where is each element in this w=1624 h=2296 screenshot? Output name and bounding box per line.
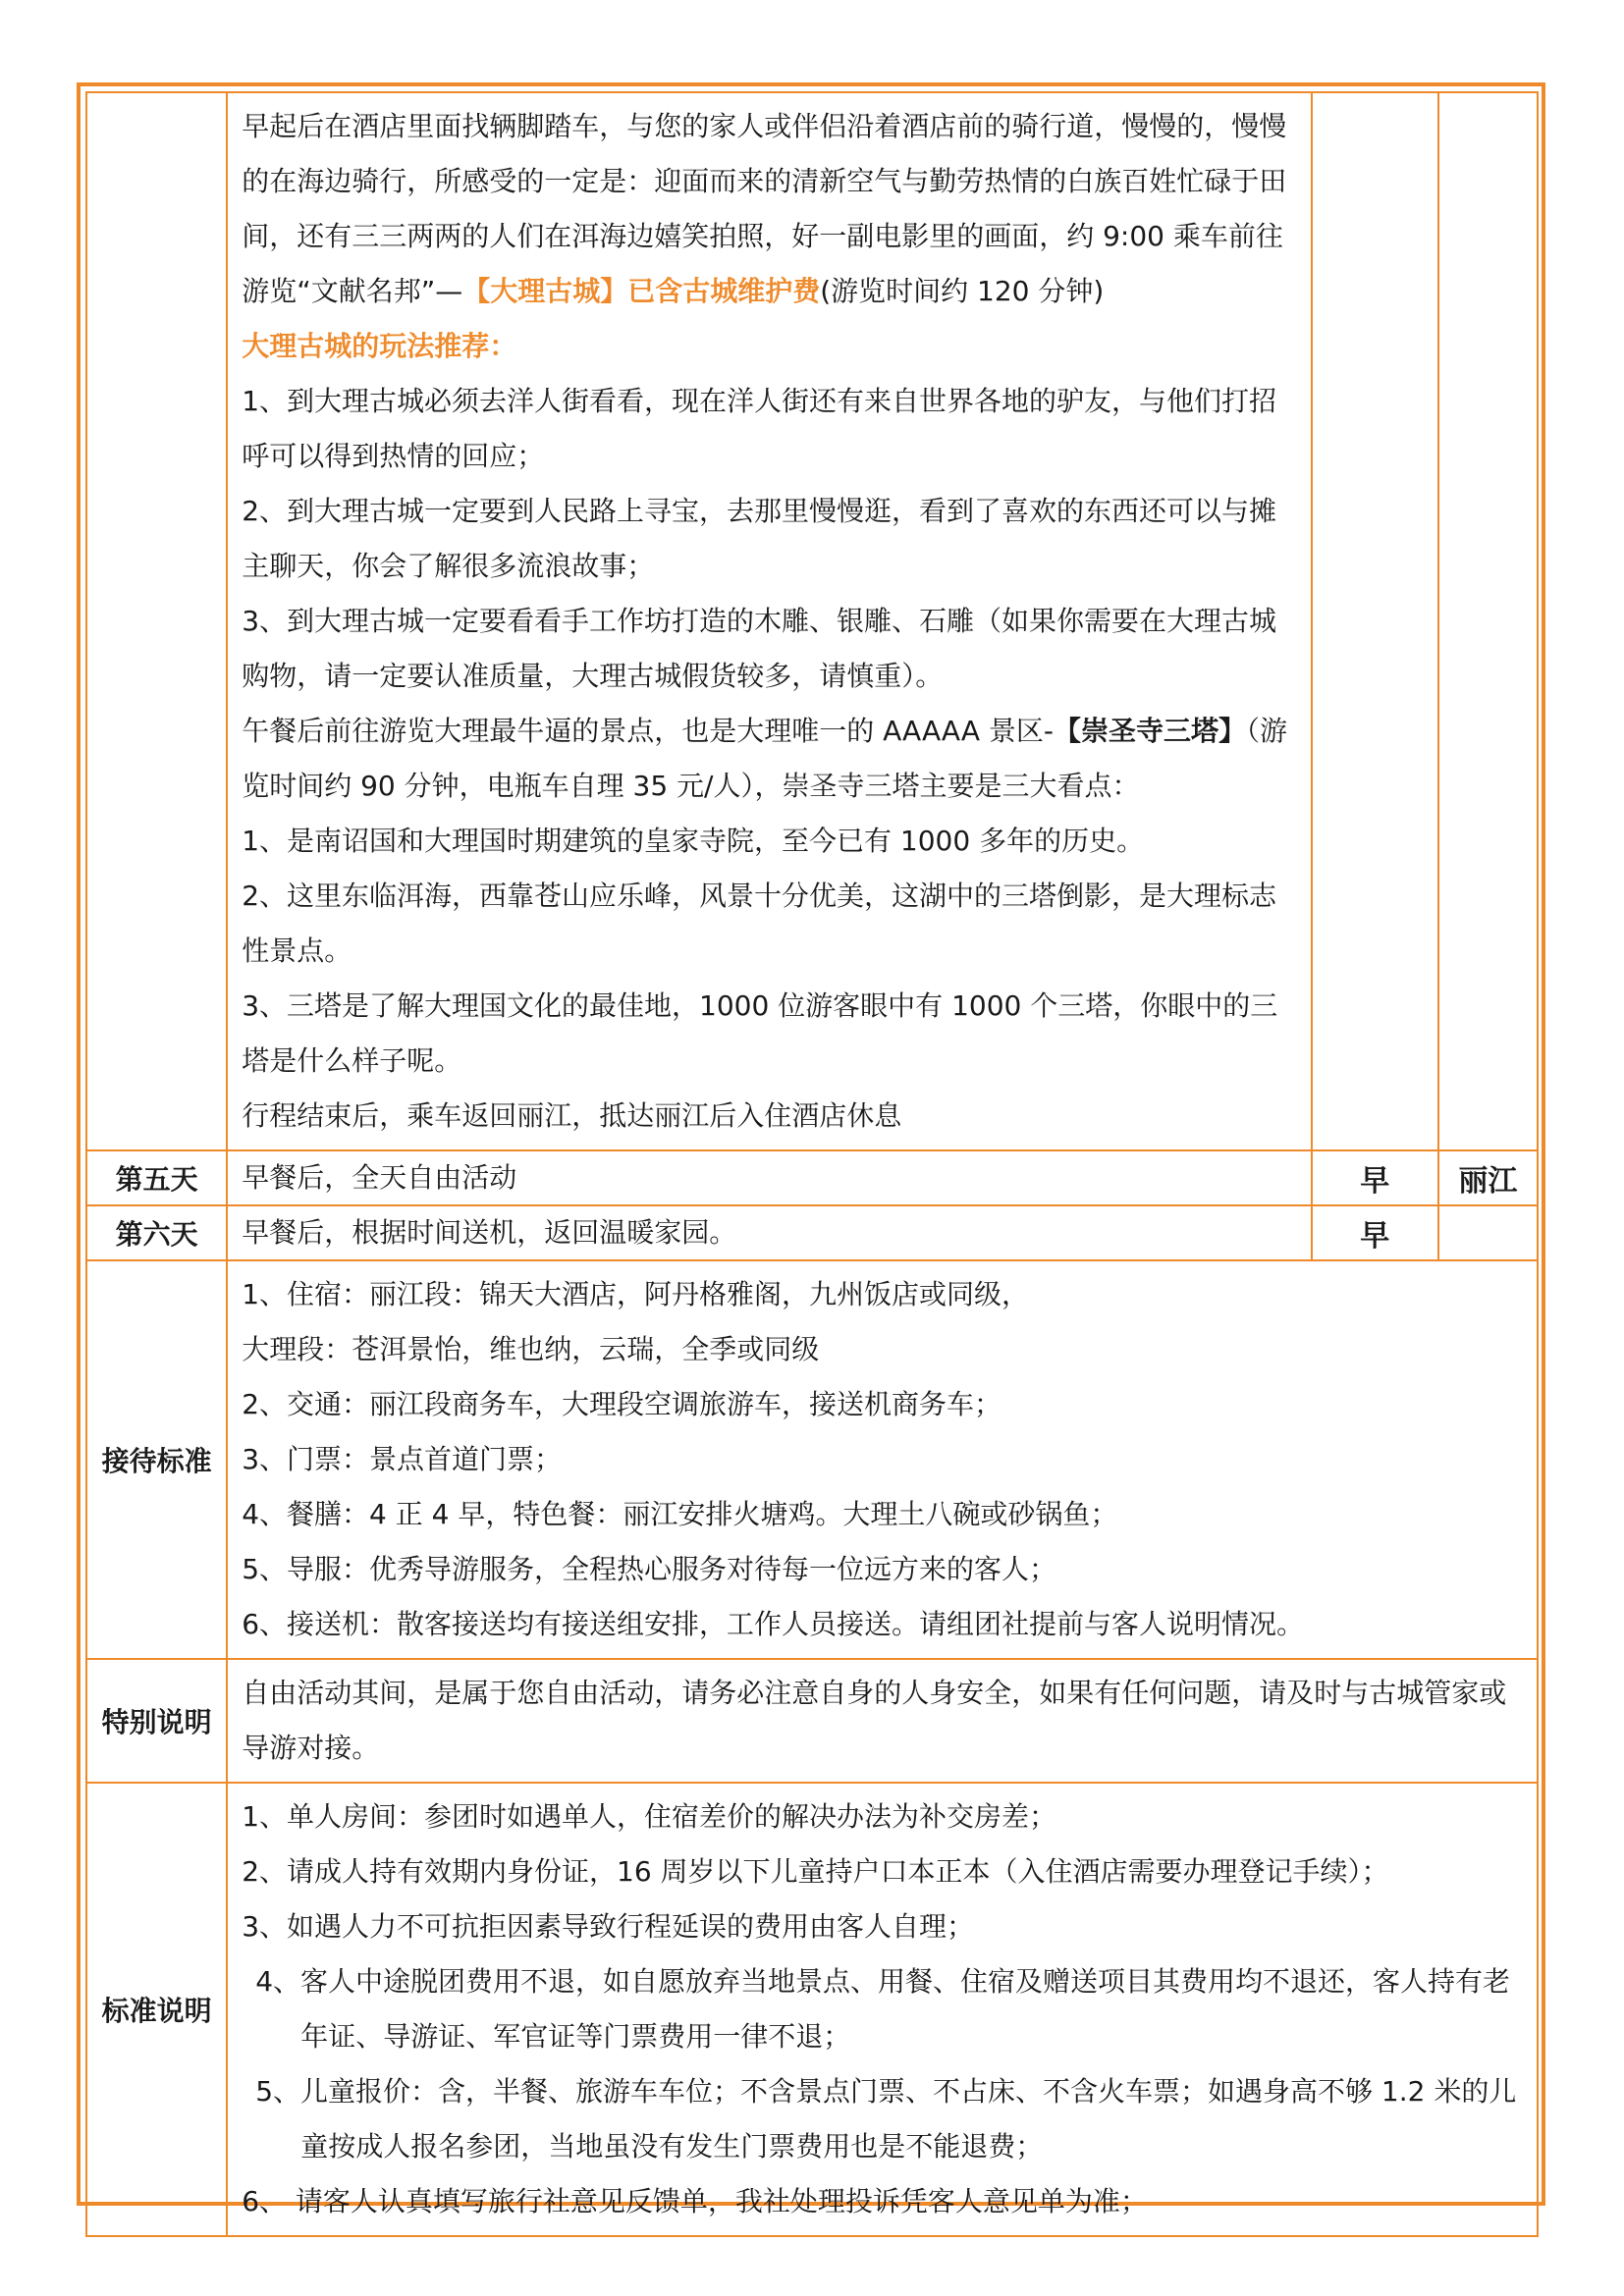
day5-label: 第五天 [86,1150,227,1205]
reception-content [227,1260,1538,1659]
standard-line: 5、儿童报价：含，半餐、旅游车车位；不含景点门票、不占床、不含火车票；如遇身高不够 1.2 米的儿童按成人报名参团，当地虽没有发生门票费用也是不能退费； [255,2075,1517,2163]
day6-row [86,1205,1538,1260]
day6-label: 第六天 [86,1205,227,1260]
ending-text: 行程结束后，乘车返回丽江，抵达丽江后入住酒店休息 [242,1099,902,1132]
standard-row [86,1783,1538,2236]
standard-line: 3、如遇人力不可抗拒因素导致行程延误的费用由客人自理； [242,1910,975,1943]
day4-stay-cell [1438,92,1538,1150]
reception-line: 6、接送机：散客接送均有接送组安排，工作人员接送。请组团社提前与客人说明情况。 [242,1608,1305,1640]
afternoon-text: 午餐后前往游览大理最牛逼的景点，也是大理唯一的 AAAAA 景区-【崇圣寺三塔】（游览时间约 90 分钟，电瓶车自理 35 元/人），崇圣寺三塔主要是三大看点： [242,715,1288,802]
special-label: 特别说明 [86,1659,227,1783]
reception-row [86,1260,1538,1659]
tip-item: 2、到大理古城一定要到人民路上寻宝，去那里慢慢逛，看到了喜欢的东西还可以与摊主聊天，你会了解很多流浪故事； [242,495,1277,582]
reception-line: 4、餐膳：4 正 4 早，特色餐：丽江安排火塘鸡。大理土八碗或砂锅鱼； [242,1498,1118,1530]
day6-meal: 早 [1312,1205,1438,1260]
standard-line: 1、单人房间：参团时如遇单人，住宿差价的解决办法为补交房差； [242,1800,1057,1833]
day4-label-cell [86,92,227,1150]
standard-line: 4、客人中途脱团费用不退，如自愿放弃当地景点、用餐、住宿及赠送项目其费用均不退还，客人持有老年证、导游证、军官证等门票费用一律不退； [255,1965,1511,2053]
day5-stay: 丽江 [1438,1150,1538,1205]
standard-line: 2、请成人持有效期内身份证，16 周岁以下儿童持户口本正本（入住酒店需要办理登记手续）； [242,1855,1389,1888]
point-item: 3、三塔是了解大理国文化的最佳地，1000 位游客眼中有 1000 个三塔，你眼中的三塔是什么样子呢。 [242,989,1278,1077]
day4-detail-cell [227,92,1311,1150]
reception-line: 大理段：苍洱景怡，维也纳，云瑞，全季或同级 [242,1333,820,1365]
tip-item: 3、到大理古城一定要看看手工作坊打造的木雕、银雕、石雕（如果你需要在大理古城购物，请一定要认准质量，大理古城假货较多，请慎重）。 [242,605,1277,692]
tip-item: 1、到大理古城必须去洋人街看看，现在洋人街还有来自世界各地的驴友，与他们打招呼可以得到热情的回应； [242,385,1277,472]
dali-old-town-highlight: 【大理古城】已含古城维护费 [462,275,821,307]
day5-row [86,1150,1538,1205]
day5-meal: 早 [1312,1150,1438,1205]
special-text: 自由活动其间，是属于您自由活动，请务必注意自身的人身安全，如果有任何问题，请及时与古城管家或导游对接。 [227,1659,1538,1783]
reception-label: 接待标准 [86,1260,227,1659]
itinerary-table [85,91,1539,2237]
reception-line: 3、门票：景点首道门票； [242,1443,563,1475]
day6-text: 早餐后，根据时间送机，返回温暖家园。 [227,1205,1311,1260]
day5-text: 早餐后，全天自由活动 [227,1150,1311,1205]
day6-stay [1438,1205,1538,1260]
day4-meal-cell [1312,92,1438,1150]
reception-line: 1、住宿：丽江段：锦天大酒店，阿丹格雅阁，九州饭店或同级， [242,1278,1030,1310]
three-pagodas-highlight: 【崇圣寺三塔】 [1053,715,1246,747]
standard-content [227,1783,1538,2236]
standard-label: 标准说明 [86,1783,227,2236]
tips-title: 大理古城的玩法推荐： [242,330,517,362]
standard-line: 6、 请客人认真填写旅行社意见反馈单，我社处理投诉凭客人意见单为准； [242,2185,1148,2217]
day4-intro: 早起后在酒店里面找辆脚踏车，与您的家人或伴侣沿着酒店前的骑行道，慢慢的，慢慢的在海边骑行，所感受的一定是：迎面而来的清新空气与勤劳热情的白族百姓忙碌于田间，还有三三两两的人们在洱海边嬉笑拍照，好一副电影里的画面，约 9:00 乘车前往游览“文献名邦”—【大理古城】已含古城维护费(游览时间约 120 分钟) [242,110,1287,307]
point-item: 1、是南诏国和大理国时期建筑的皇家寺院，至今已有 1000 多年的历史。 [242,825,1145,857]
reception-line: 2、交通：丽江段商务车，大理段空调旅游车，接送机商务车； [242,1388,1002,1420]
special-row [86,1659,1538,1783]
day4-row [86,92,1538,1150]
point-item: 2、这里东临洱海，西靠苍山应乐峰，风景十分优美，这湖中的三塔倒影，是大理标志性景点。 [242,880,1277,967]
reception-line: 5、导服：优秀导游服务，全程热心服务对待每一位远方来的客人； [242,1553,1057,1585]
